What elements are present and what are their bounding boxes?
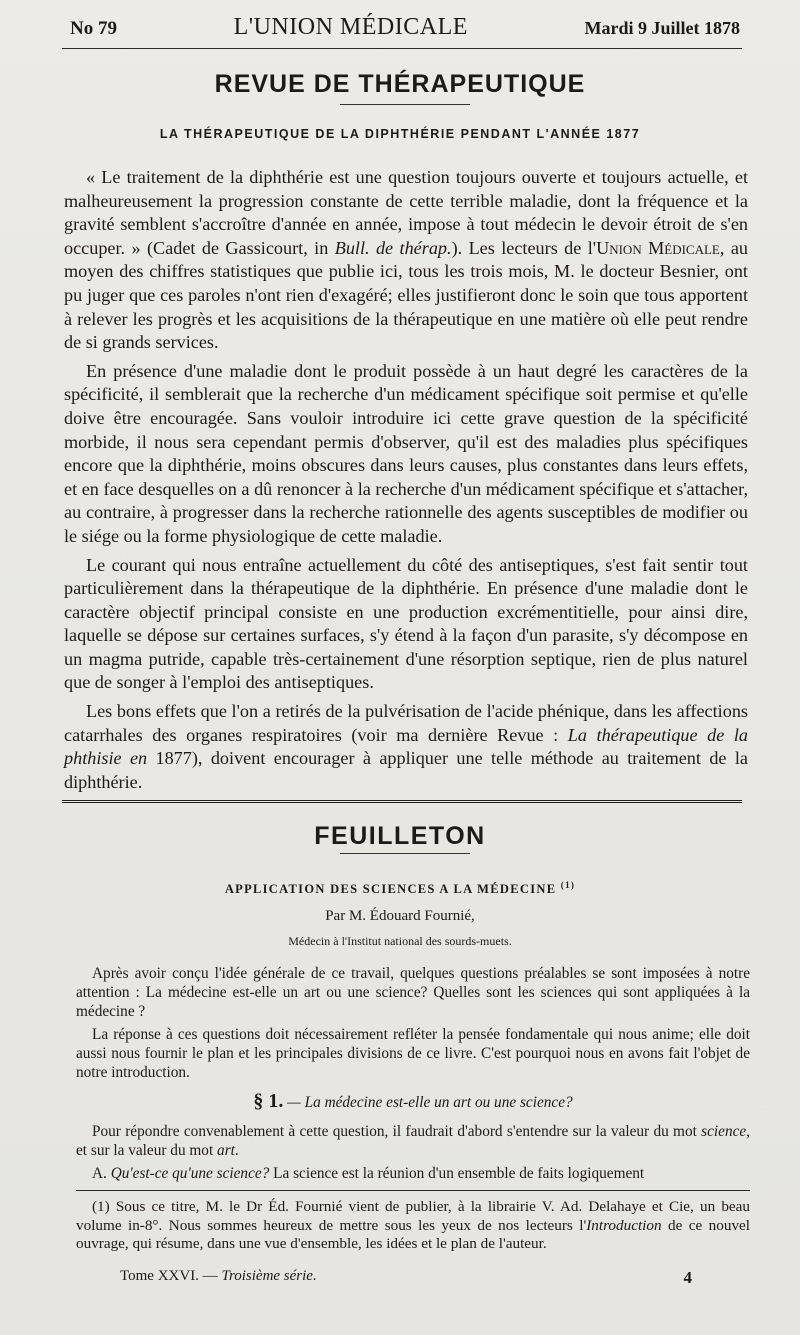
- section-heading: § 1. — La médecine est-elle un art ou une science?: [253, 1090, 573, 1112]
- footnote: (1) Sous ce titre, M. le Dr Éd. Fournié vient de publier, à la librairie V. Ad. Delahaye et Cie, un beau volume in-8°. Nous sommes heureux de mettre sous les yeux de nos lecteurs l'Introduction de ce nouvel ouvrage, qui résume, dans une vue d'ensemble, les idées et le plan de l'auteur.: [76, 1198, 750, 1252]
- feuilleton-paragraph-3: Pour répondre convenablement à cette question, il faudrait d'abord s'entendre sur la valeur du mot science, et sur la valeur du mot art.: [76, 1123, 750, 1159]
- issue-date: Mardi 9 Juillet 1878: [584, 18, 740, 38]
- header-rule: [62, 48, 742, 49]
- feuilleton-paragraph-1: Après avoir conçu l'idée générale de ce travail, quelques questions préalables se sont imposées à notre attention : La médecine est-elle un art ou une science? Quelles sont les sciences qui sont appliquées à la médecine ?: [76, 965, 750, 1020]
- footnote-marker: (1): [560, 880, 576, 890]
- feuilleton-paragraph-2: La réponse à ces questions doit nécessairement refléter la pensée fondamentale qui nous anime; elle doit aussi nous fournir le plan et les principales divisions de ce livre. C'est pourquoi nous en avons fait l'objet de notre introduction.: [76, 1026, 750, 1081]
- feuilleton-title: FEUILLETON: [314, 822, 486, 850]
- journal-title: L'UNION MÉDICALE: [233, 14, 468, 40]
- revue-paragraph-4: Les bons effets que l'on a retirés de la pulvérisation de l'acide phénique, dans les affections catarrhales des organes respiratoires (voir ma dernière Revue : La thérapeutique de la phthisie en 1877), doivent encourager à appliquer une telle méthode au traitement de la diphthérie.: [64, 701, 749, 792]
- author-role: Médecin à l'Institut national des sourds-muets.: [288, 934, 512, 948]
- article-title: APPLICATION DES SCIENCES A LA MÉDECINE $^{(1)}$: [224, 880, 576, 897]
- footnote-rule: [76, 1190, 750, 1191]
- page-footer: [120, 1268, 692, 1288]
- tome-label: Tome XXVI. — Troisième série.: [120, 1268, 317, 1284]
- revue-title: REVUE DE THÉRAPEUTIQUE: [214, 70, 586, 98]
- feuilleton-separator: [62, 800, 742, 805]
- feuilleton-body: [76, 964, 750, 1187]
- issue-number: No 79: [70, 18, 117, 39]
- author-line: Par M. Édouard Fournié,: [325, 908, 475, 924]
- revue-paragraph-1: « Le traitement de la diphthérie est une question toujours ouverte et toujours actuelle, et malheureusement la progression constante de cette terrible maladie, dont la fréquence et la gravité semblent s'accroître d'année en année, impose à tout médecin le devoir étroit de s'en occuper. » (Cadet de Gassicourt, in Bull. de thérap.). Les lecteurs de l'Union Médicale, au moyen des chiffres statistiques que publie ici, tous les trois mois, M. le docteur Besnier, ont pu juger que ces paroles n'ont rien d'exagéré; elles justifieront donc le soin que tous apportent à relever les progrès et les acquisitions de la thérapeutique en une matière où elle peut rendre de si grands services.: [64, 167, 748, 353]
- page-header: [70, 14, 740, 40]
- feuilleton-paragraph-4: A. Qu'est-ce qu'une science? La science est la réunion d'un ensemble de faits logiquement: [92, 1165, 645, 1182]
- revue-subtitle: LA THÉRAPEUTIQUE DE LA DIPHTHÉRIE PENDANT L'ANNÉE 1877: [159, 127, 641, 141]
- revue-title-underline: [340, 104, 470, 105]
- page-number: 4: [683, 1268, 692, 1287]
- revue-paragraph-2: En présence d'une maladie dont le produit possède à un haut degré les caractères de la spécificité, il semblerait que la recherche d'un médicament spécifique soit permise et qu'elle doive être encouragée. Sans vouloir introduire ici cette grave question de la spécificité morbide, il nous sera cependant permis d'observer, qu'il est des maladies plus spécifiques encore que la diphthérie, moins obscures dans leurs causes, plus constantes dans leurs effets, et en face desquelles on a dû renoncer à la recherche d'un médicament spécifique et s'attacher, au contraire, à progresser dans la recherche rationnelle des agents susceptibles de modifier ou le siége ou la forme physiologique de cette maladie.: [64, 360, 748, 546]
- feuilleton-title-underline: [340, 853, 470, 854]
- revue-paragraph-3: Le courant qui nous entraîne actuellement du côté des antiseptiques, s'est fait sentir tout particulièrement dans la thérapeutique de la diphthérie. En présence d'une maladie dont le caractère objectif principal consiste en une production excrémentitielle, pour ainsi dire, laquelle se dépose sur certaines surfaces, s'y étend à la façon d'un parasite, s'y décompose en un magma putride, capable très-certainement d'une résorption septique, rien de plus naturel que de songer à l'emploi des antiseptiques.: [64, 554, 748, 693]
- revue-body: [64, 166, 748, 799]
